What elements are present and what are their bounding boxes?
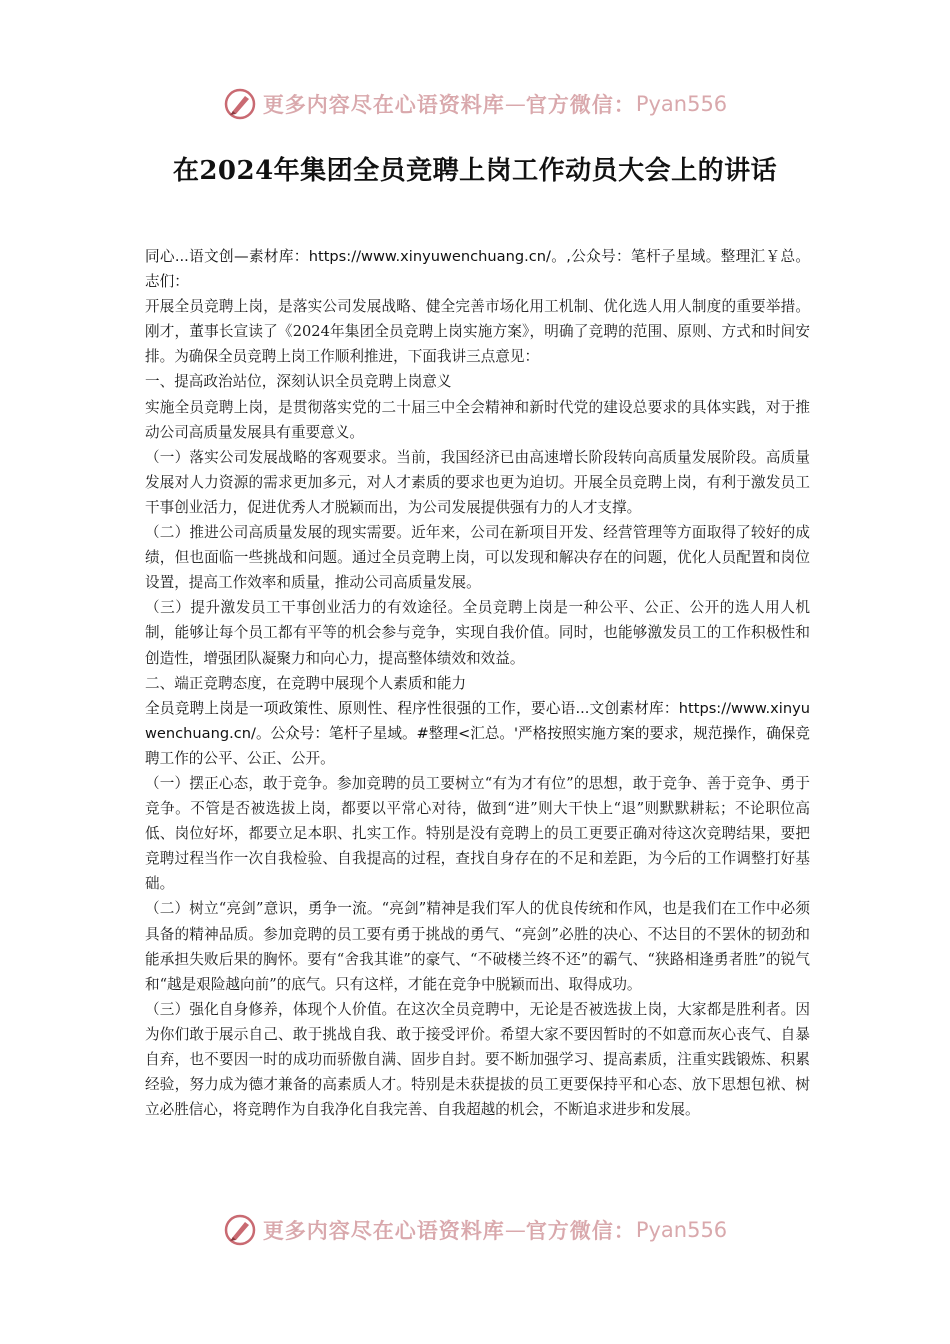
paragraph: （一）落实公司发展战略的客观要求。当前，我国经济已由高速增长阶段转向高质量发展阶段。高质量发展对人力资源的需求更加多元，对人才素质的要求也更为迫切。开展全员竞聘上岗，有利于激发员工干事创业活力，促进优秀人才脱颖而出，为公司发展提供强有力的人才支撑。 bbox=[145, 448, 810, 516]
footer-watermark-banner bbox=[0, 1210, 950, 1250]
banner-wechat-id: Pyan556 bbox=[635, 1218, 728, 1242]
paragraph: 开展全员竞聘上岗，是落实公司发展战略、健全完善市场化用工机制、优化选人用人制度的重要举措。刚才，董事长宣读了《2024年集团全员竞聘上岗实施方案》，明确了竞聘的范围、原则、方式和时间安排。为确保全员竞聘上岗工作顺利推进，下面我讲三点意见： bbox=[145, 298, 810, 366]
paragraph: 实施全员竞聘上岗，是贯彻落实党的二十届三中全会精神和新时代党的建设总要求的具体实践，对于推动公司高质量发展具有重要意义。 bbox=[145, 398, 810, 441]
document-body bbox=[145, 244, 810, 1122]
banner-separator: — bbox=[504, 92, 526, 116]
banner-contact-label: 官方微信： bbox=[525, 92, 636, 117]
section-heading: 一、提高政治站位，深刻认识全员竞聘上岗意义 bbox=[145, 373, 452, 391]
pen-circle-logo-icon bbox=[223, 87, 257, 121]
pen-circle-logo-icon bbox=[223, 1213, 257, 1247]
banner-slogan: 更多内容尽在心语资料库 bbox=[262, 1218, 505, 1243]
paragraph: （二）推进公司高质量发展的现实需要。近年来，公司在新项目开发、经营管理等方面取得了较好的成绩，但也面临一些挑战和问题。通过全员竞聘上岗，可以发现和解决存在的问题，优化人员配置和岗位设置，提高工作效率和质量，推动公司高质量发展。 bbox=[145, 524, 810, 592]
section-heading: 二、端正竞聘态度，在竞聘中展现个人素质和能力 bbox=[145, 674, 467, 692]
paragraph-watermark-mixed: 全员竞聘上岗是一项政策性、原则性、程序性很强的工作，要心语...文创素材库：https://www.xinyuwenchuang.cn/。公众号：笔杆子星域。#整理<汇总。'严格按照实施方案的要求，规范操作，确保竞聘工作的公平、公正、公开。 bbox=[145, 699, 810, 767]
paragraph: （三）提升激发员工干事创业活力的有效途径。全员竞聘上岗是一种公平、公正、公开的选人用人机制，能够让每个员工都有平等的机会参与竞争，实现自我价值。同时，也能够激发员工的工作积极性和创造性，增强团队凝聚力和向心力，提高整体绩效和效益。 bbox=[145, 599, 810, 667]
paragraph: （二）树立“亮剑”意识，勇争一流。“亮剑”精神是我们军人的优良传统和作风，也是我们在工作中必须具备的精神品质。参加竞聘的员工要有勇于挑战的勇气、“亮剑”必胜的决心、不达目的不罢休的韧劲和能承担失败后果的胸怀。要有“舍我其谁”的豪气、“不破楼兰终不还”的霸气、“狭路相逢勇者胜”的锐气和“越是艰险越向前”的底气。只有这样，才能在竞争中脱颖而出、取得成功。 bbox=[145, 900, 810, 993]
document-title: 在2024年集团全员竞聘上岗工作动员大会上的讲话 bbox=[172, 156, 778, 186]
paragraph: （三）强化自身修养，体现个人价值。在这次全员竞聘中，无论是否被选拔上岗，大家都是胜利者。因为你们敢于展示自己、敢于挑战自我、敢于接受评价。希望大家不要因暂时的不如意而灰心丧气、自暴自弃，也不要因一时的成功而骄傲自满、固步自封。要不断加强学习、提高素质，注重实践锻炼、积累经验，努力成为德才兼备的高素质人才。特别是未获提拔的员工更要保持平和心态、放下思想包袱、树立必胜信心，将竞聘作为自我净化自我完善、自我超越的机会，不断追求进步和发展。 bbox=[145, 1000, 810, 1119]
banner-separator: — bbox=[504, 1218, 526, 1242]
banner-wechat-id: Pyan556 bbox=[635, 92, 728, 116]
paragraph: （一）摆正心态，敢于竞争。参加竞聘的员工要树立“有为才有位”的思想，敢于竞争、善于竞争、勇于竞争。不管是否被选拔上岗，都要以平常心对待，做到“进”则大干快上“退”则默默耕耘；不论职位高低、岗位好坏，都要立足本职、扎实工作。特别是没有竞聘上的员工更要正确对待这次竞聘结果，要把竞聘过程当作一次自我检验、自我提高的过程，查找自身存在的不足和差距，为今后的工作调整打好基础。 bbox=[145, 774, 810, 893]
header-watermark-banner bbox=[0, 84, 950, 124]
banner-slogan: 更多内容尽在心语资料库 bbox=[262, 92, 505, 117]
paragraph-watermark-intro: 同心...语文创—素材库：https://www.xinyuwenchuang.cn/。,公众号：笔杆子星域。整理汇￥总。志们： bbox=[145, 248, 810, 291]
banner-contact-label: 官方微信： bbox=[525, 1218, 636, 1243]
